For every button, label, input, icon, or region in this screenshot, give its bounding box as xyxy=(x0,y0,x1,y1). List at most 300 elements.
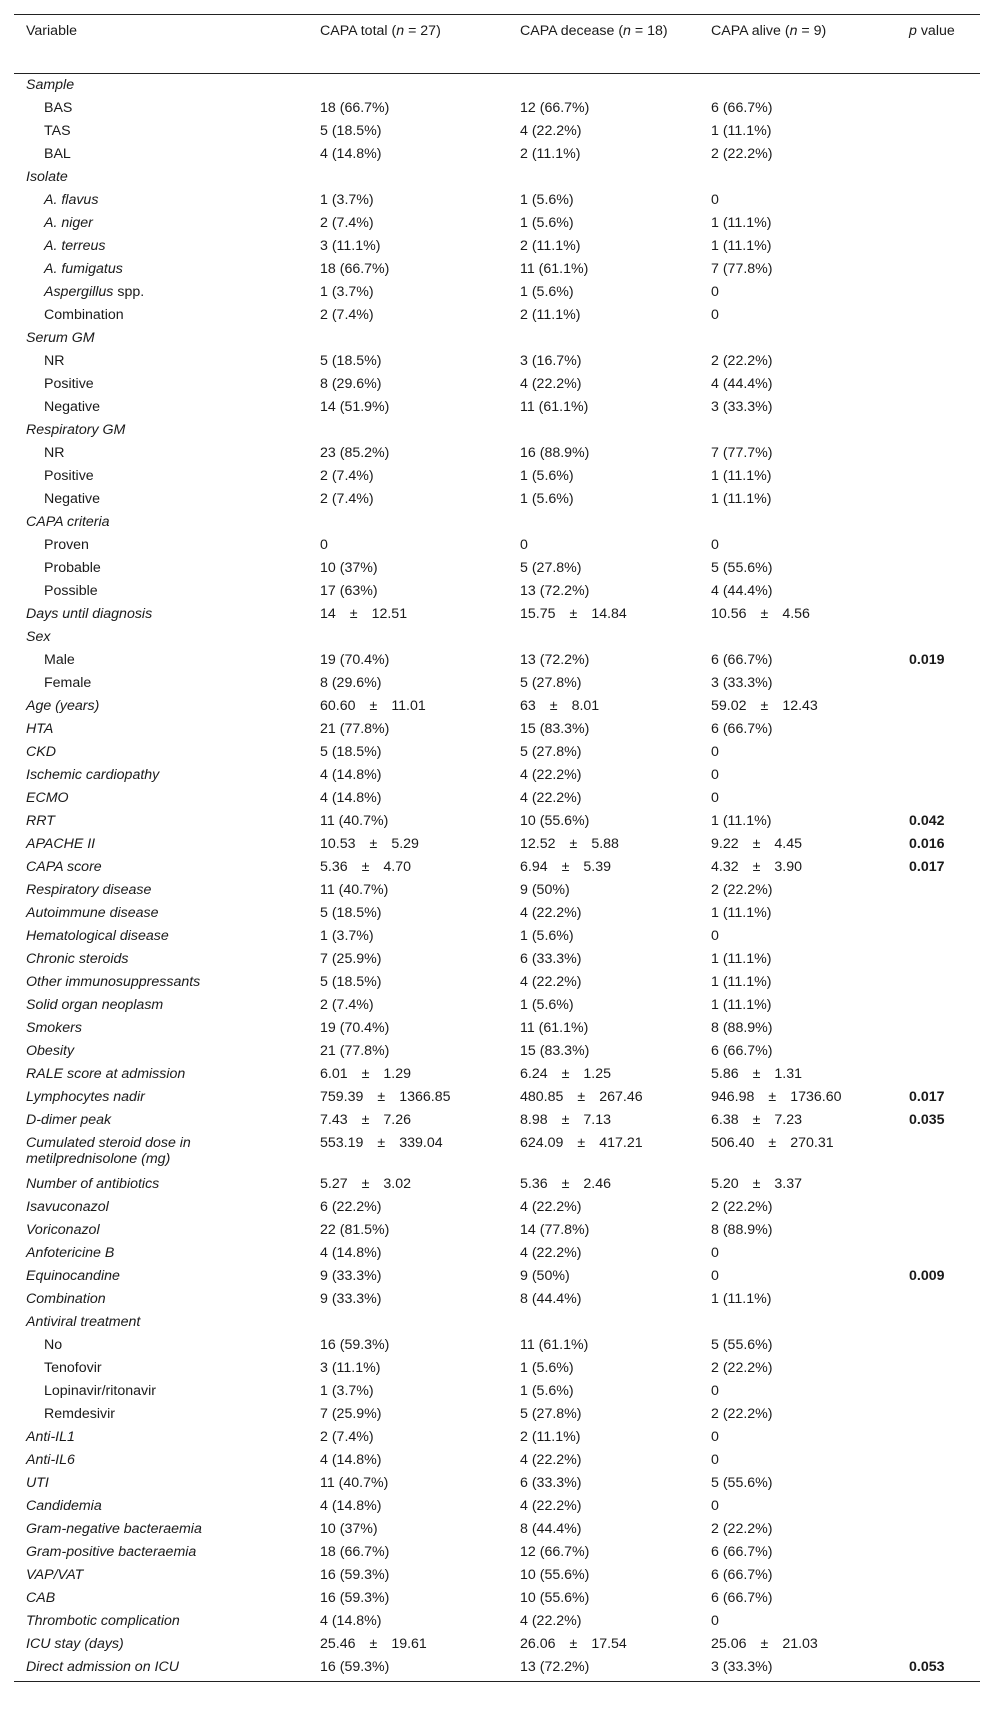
row-label: Direct admission on ICU xyxy=(14,1656,308,1681)
row-label: UTI xyxy=(26,1474,49,1491)
row-label: CAPA criteria xyxy=(26,513,110,530)
row-label: Combination xyxy=(26,1290,106,1307)
table-row xyxy=(14,74,980,98)
table-row xyxy=(14,626,980,649)
cell-decease: 10 (55.6%) xyxy=(520,1589,590,1606)
cell-alive: 7 (77.7%) xyxy=(711,444,773,461)
cell-pvalue xyxy=(899,1587,980,1610)
cell-decease: 1 (5.6%) xyxy=(520,467,574,484)
cell-alive: 0 xyxy=(711,283,719,300)
header-alive: CAPA alive (n = 9) xyxy=(699,15,899,74)
cell-alive: 6 (66.7%) xyxy=(711,1543,773,1560)
table-row xyxy=(14,603,980,626)
cell-pvalue xyxy=(899,1334,980,1357)
cell-alive: 1 (11.1%) xyxy=(711,237,772,254)
cell-total: 10 (37%) xyxy=(320,559,378,576)
table-row xyxy=(14,971,980,994)
cell-total: 5.36 ± 4.70 xyxy=(320,858,412,875)
row-label: ECMO xyxy=(26,789,69,806)
cell-total xyxy=(308,166,508,189)
cell-pvalue xyxy=(899,511,980,534)
cell-decease: 11 (61.1%) xyxy=(520,398,589,415)
row-label: Thrombotic complication xyxy=(26,1612,180,1629)
cell-pvalue xyxy=(899,304,980,327)
cell-decease: 1 (5.6%) xyxy=(520,927,574,944)
cell-total: 18 (66.7%) xyxy=(320,1543,390,1560)
cell-decease: 4 (22.2%) xyxy=(520,789,582,806)
cell-alive: 1 (11.1%) xyxy=(711,950,772,967)
row-label: VAP/VAT xyxy=(26,1566,84,1583)
cell-decease: 1 (5.6%) xyxy=(520,214,574,231)
table-row xyxy=(14,1541,980,1564)
table-row xyxy=(14,1173,980,1196)
cell-pvalue: 0.035 xyxy=(909,1111,945,1128)
cell-alive: 3 (33.3%) xyxy=(711,674,773,691)
cell-decease: 9 (50%) xyxy=(520,1267,570,1284)
cell-pvalue xyxy=(899,1403,980,1426)
row-label: Hematological disease xyxy=(26,927,169,944)
cell-pvalue xyxy=(899,396,980,419)
table-row xyxy=(14,925,980,948)
table-row xyxy=(14,1311,980,1334)
cell-pvalue: 0.042 xyxy=(909,812,945,829)
cell-alive: 0 xyxy=(711,1497,719,1514)
cell-alive: 0 xyxy=(711,1244,719,1261)
cell-decease: 10 (55.6%) xyxy=(520,812,590,829)
table-row xyxy=(14,741,980,764)
cell-alive: 0 xyxy=(711,766,719,783)
cell-decease: 5.36 ± 2.46 xyxy=(520,1175,612,1192)
cell-decease: 1 (5.6%) xyxy=(520,1359,574,1376)
row-label: Solid organ neoplasm xyxy=(26,996,164,1013)
cell-total: 11 (40.7%) xyxy=(320,812,389,829)
table-row xyxy=(14,557,980,580)
cell-total xyxy=(308,74,508,98)
cell-alive: 0 xyxy=(711,927,719,944)
cell-pvalue xyxy=(899,373,980,396)
cell-total: 4 (14.8%) xyxy=(320,1244,382,1261)
cell-alive: 0 xyxy=(711,743,719,760)
cell-total: 2 (7.4%) xyxy=(320,996,374,1013)
table-row xyxy=(14,1610,980,1633)
table-row xyxy=(14,1086,980,1109)
capa-table xyxy=(14,14,980,1682)
cell-alive: 4 (44.4%) xyxy=(711,582,773,599)
cell-total: 2 (7.4%) xyxy=(320,490,374,507)
cell-alive: 2 (22.2%) xyxy=(711,352,773,369)
cell-decease: 480.85 ± 267.46 xyxy=(520,1088,643,1105)
cell-decease: 2 (11.1%) xyxy=(520,306,581,323)
cell-pvalue xyxy=(899,465,980,488)
cell-alive: 2 (22.2%) xyxy=(711,1405,773,1422)
cell-pvalue xyxy=(899,488,980,511)
cell-alive: 946.98 ± 1736.60 xyxy=(711,1088,842,1105)
cell-decease: 26.06 ± 17.54 xyxy=(520,1635,627,1652)
cell-pvalue xyxy=(899,1219,980,1242)
cell-alive: 9.22 ± 4.45 xyxy=(711,835,803,852)
cell-pvalue xyxy=(899,672,980,695)
cell-pvalue xyxy=(899,1518,980,1541)
row-label: A. niger xyxy=(44,214,93,231)
cell-total: 3 (11.1%) xyxy=(320,1359,381,1376)
table-row xyxy=(14,902,980,925)
table-row xyxy=(14,1403,980,1426)
row-label: Age (years) xyxy=(26,697,100,714)
cell-total xyxy=(308,626,508,649)
cell-total: 16 (59.3%) xyxy=(320,1566,390,1583)
cell-pvalue xyxy=(899,1288,980,1311)
row-label: APACHE II xyxy=(26,835,96,852)
table-row xyxy=(14,143,980,166)
cell-total: 6 (22.2%) xyxy=(320,1198,382,1215)
cell-decease: 16 (88.9%) xyxy=(520,444,590,461)
cell-pvalue xyxy=(899,442,980,465)
row-label: A. flavus xyxy=(44,191,99,208)
cell-alive: 6 (66.7%) xyxy=(711,1042,773,1059)
cell-pvalue xyxy=(899,787,980,810)
row-label: Smokers xyxy=(26,1019,82,1036)
cell-total: 5 (18.5%) xyxy=(320,352,382,369)
row-label: Other immunosuppressants xyxy=(26,973,201,990)
cell-total: 10 (37%) xyxy=(320,1520,378,1537)
cell-alive: 6 (66.7%) xyxy=(711,1566,773,1583)
row-label: Possible xyxy=(44,582,98,599)
table-row xyxy=(14,1132,980,1173)
cell-alive: 1 (11.1%) xyxy=(711,973,772,990)
cell-alive: 1 (11.1%) xyxy=(711,904,772,921)
row-label: Gram-positive bacteraemia xyxy=(26,1543,197,1560)
row-label: RALE score at admission xyxy=(26,1065,186,1082)
cell-alive xyxy=(699,1311,899,1334)
cell-total: 8 (29.6%) xyxy=(320,375,382,392)
row-label: CAB xyxy=(26,1589,56,1606)
cell-pvalue xyxy=(899,626,980,649)
header-total: CAPA total (n = 27) xyxy=(308,15,508,74)
cell-alive: 8 (88.9%) xyxy=(711,1019,773,1036)
row-label: A. terreus xyxy=(44,237,106,254)
table-row xyxy=(14,672,980,695)
table-row xyxy=(14,948,980,971)
cell-total: 16 (59.3%) xyxy=(308,1656,508,1681)
cell-decease: 13 (72.2%) xyxy=(508,1656,699,1681)
cell-pvalue xyxy=(899,1196,980,1219)
table-header xyxy=(14,15,980,74)
cell-alive: 2 (22.2%) xyxy=(711,1359,773,1376)
table-row xyxy=(14,465,980,488)
cell-pvalue xyxy=(899,419,980,442)
table-row xyxy=(14,350,980,373)
cell-total: 2 (7.4%) xyxy=(320,214,374,231)
cell-pvalue xyxy=(899,189,980,212)
cell-total: 3 (11.1%) xyxy=(320,237,381,254)
cell-pvalue: 0.019 xyxy=(909,651,945,668)
row-label: CKD xyxy=(26,743,56,760)
row-label: TAS xyxy=(44,122,71,139)
table-row xyxy=(14,534,980,557)
cell-alive: 0 xyxy=(711,1267,719,1284)
cell-total: 5 (18.5%) xyxy=(320,904,382,921)
cell-pvalue xyxy=(899,1242,980,1265)
cell-alive: 6 (66.7%) xyxy=(711,651,773,668)
cell-alive: 6 (66.7%) xyxy=(711,99,773,116)
cell-decease: 6.94 ± 5.39 xyxy=(520,858,612,875)
cell-decease: 6 (33.3%) xyxy=(520,950,582,967)
cell-alive: 10.56 ± 4.56 xyxy=(711,605,810,622)
cell-alive: 25.06 ± 21.03 xyxy=(711,1635,818,1652)
cell-decease: 63 ± 8.01 xyxy=(520,697,600,714)
cell-alive: 1 (11.1%) xyxy=(711,996,772,1013)
table-body xyxy=(14,74,980,1682)
table-row xyxy=(14,1265,980,1288)
cell-total: 4 (14.8%) xyxy=(320,1612,382,1629)
table-row xyxy=(14,304,980,327)
cell-total: 19 (70.4%) xyxy=(320,651,390,668)
cell-decease: 4 (22.2%) xyxy=(520,375,582,392)
row-label: No xyxy=(44,1336,63,1353)
row-label: NR xyxy=(44,352,65,369)
cell-total: 60.60 ± 11.01 xyxy=(320,697,426,714)
cell-decease: 4 (22.2%) xyxy=(520,1612,582,1629)
cell-decease: 11 (61.1%) xyxy=(520,1019,589,1036)
cell-total: 6.01 ± 1.29 xyxy=(320,1065,412,1082)
cell-total: 19 (70.4%) xyxy=(320,1019,390,1036)
cell-pvalue xyxy=(899,741,980,764)
row-label: CAPA score xyxy=(26,858,102,875)
cell-pvalue xyxy=(899,1357,980,1380)
cell-pvalue: 0.016 xyxy=(909,835,945,852)
row-label: Lymphocytes nadir xyxy=(26,1088,145,1105)
table-row xyxy=(14,1040,980,1063)
cell-alive: 8 (88.9%) xyxy=(711,1221,773,1238)
cell-alive xyxy=(699,166,899,189)
cell-alive: 2 (22.2%) xyxy=(711,881,773,898)
row-label: D-dimer peak xyxy=(26,1111,112,1128)
row-label: RRT xyxy=(26,812,55,829)
cell-pvalue xyxy=(899,1426,980,1449)
cell-pvalue xyxy=(899,603,980,626)
cell-pvalue xyxy=(899,580,980,603)
row-label: BAS xyxy=(44,99,73,116)
table-row xyxy=(14,1334,980,1357)
cell-pvalue xyxy=(899,1311,980,1334)
cell-pvalue xyxy=(899,534,980,557)
cell-pvalue xyxy=(899,879,980,902)
cell-decease: 15 (83.3%) xyxy=(520,1042,590,1059)
cell-pvalue xyxy=(899,258,980,281)
cell-alive: 2 (22.2%) xyxy=(711,1520,773,1537)
row-label: Voriconazol xyxy=(26,1221,100,1238)
table-row xyxy=(14,396,980,419)
table-row xyxy=(14,442,980,465)
cell-total: 21 (77.8%) xyxy=(320,720,390,737)
cell-total: 7 (25.9%) xyxy=(320,1405,382,1422)
cell-decease: 5 (27.8%) xyxy=(520,1405,582,1422)
cell-alive xyxy=(699,419,899,442)
cell-total: 4 (14.8%) xyxy=(320,145,382,162)
table-row xyxy=(14,166,980,189)
row-label: Combination xyxy=(44,306,124,323)
cell-total: 9 (33.3%) xyxy=(320,1267,382,1284)
cell-pvalue xyxy=(899,1380,980,1403)
cell-decease: 4 (22.2%) xyxy=(520,904,582,921)
table-row xyxy=(14,1633,980,1656)
table-row xyxy=(14,120,980,143)
row-label: Negative xyxy=(44,490,100,507)
cell-alive: 2 (22.2%) xyxy=(711,145,773,162)
cell-decease: 15 (83.3%) xyxy=(520,720,590,737)
table-row xyxy=(14,1518,980,1541)
cell-alive: 4 (44.4%) xyxy=(711,375,773,392)
table-row xyxy=(14,994,980,1017)
cell-decease xyxy=(508,74,699,98)
cell-total: 16 (59.3%) xyxy=(320,1336,390,1353)
cell-pvalue xyxy=(899,718,980,741)
row-label: Tenofovir xyxy=(44,1359,102,1376)
cell-total xyxy=(308,419,508,442)
cell-pvalue xyxy=(899,1633,980,1656)
cell-alive: 1 (11.1%) xyxy=(711,1290,772,1307)
row-label: Candidemia xyxy=(26,1497,102,1514)
cell-pvalue xyxy=(899,1173,980,1196)
table-row xyxy=(14,649,980,672)
cell-alive: 506.40 ± 270.31 xyxy=(711,1134,834,1151)
cell-alive xyxy=(699,74,899,98)
cell-decease: 13 (72.2%) xyxy=(520,651,590,668)
row-label: Sample xyxy=(26,76,75,93)
cell-pvalue xyxy=(899,97,980,120)
cell-decease: 8 (44.4%) xyxy=(520,1290,582,1307)
row-label: Antiviral treatment xyxy=(26,1313,141,1330)
table-container xyxy=(14,14,980,1682)
cell-decease: 3 (16.7%) xyxy=(520,352,582,369)
row-label: Female xyxy=(44,674,92,691)
table-row xyxy=(14,1587,980,1610)
cell-total: 1 (3.7%) xyxy=(320,927,374,944)
cell-total: 9 (33.3%) xyxy=(320,1290,382,1307)
cell-total: 2 (7.4%) xyxy=(320,306,374,323)
cell-total: 0 xyxy=(320,536,328,553)
cell-decease: 2 (11.1%) xyxy=(520,145,581,162)
cell-alive: 5.86 ± 1.31 xyxy=(711,1065,803,1082)
cell-alive: 3 (33.3%) xyxy=(711,398,773,415)
row-label: Chronic steroids xyxy=(26,950,129,967)
cell-alive: 3 (33.3%) xyxy=(699,1656,899,1681)
row-label: Number of antibiotics xyxy=(26,1175,160,1192)
cell-total xyxy=(308,1311,508,1334)
cell-pvalue xyxy=(899,971,980,994)
cell-alive: 0 xyxy=(711,789,719,806)
cell-decease: 1 (5.6%) xyxy=(520,191,574,208)
cell-total: 11 (40.7%) xyxy=(320,1474,389,1491)
row-label: Isolate xyxy=(26,168,68,185)
cell-pvalue: 0.053 xyxy=(899,1656,980,1681)
row-label: BAL xyxy=(44,145,71,162)
cell-total: 25.46 ± 19.61 xyxy=(320,1635,427,1652)
cell-alive: 2 (22.2%) xyxy=(711,1198,773,1215)
table-row xyxy=(14,189,980,212)
cell-decease: 14 (77.8%) xyxy=(520,1221,590,1238)
row-label: Negative xyxy=(44,398,100,415)
row-label: Equinocandine xyxy=(26,1267,120,1284)
cell-total: 5 (18.5%) xyxy=(320,973,382,990)
cell-total: 5 (18.5%) xyxy=(320,743,382,760)
cell-total: 7.43 ± 7.26 xyxy=(320,1111,412,1128)
table-row xyxy=(14,1109,980,1132)
cell-total: 22 (81.5%) xyxy=(320,1221,390,1238)
row-label: Isavuconazol xyxy=(26,1198,109,1215)
cell-alive: 0 xyxy=(711,1612,719,1629)
cell-alive: 7 (77.8%) xyxy=(711,260,773,277)
cell-total: 4 (14.8%) xyxy=(320,1497,382,1514)
cell-decease: 13 (72.2%) xyxy=(520,582,590,599)
table-row xyxy=(14,1472,980,1495)
cell-decease: 4 (22.2%) xyxy=(520,1497,582,1514)
cell-total xyxy=(308,327,508,350)
header-variable: Variable xyxy=(14,15,308,74)
cell-total: 18 (66.7%) xyxy=(320,260,390,277)
cell-alive: 0 xyxy=(711,1428,719,1445)
cell-pvalue: 0.017 xyxy=(909,858,945,875)
cell-pvalue xyxy=(899,557,980,580)
cell-total: 759.39 ± 1366.85 xyxy=(320,1088,451,1105)
cell-pvalue xyxy=(899,1449,980,1472)
cell-decease xyxy=(508,419,699,442)
cell-pvalue xyxy=(899,764,980,787)
cell-decease: 9 (50%) xyxy=(520,881,570,898)
cell-decease: 1 (5.6%) xyxy=(520,490,574,507)
cell-decease: 8 (44.4%) xyxy=(520,1520,582,1537)
row-label: Ischemic cardiopathy xyxy=(26,766,160,783)
cell-total: 1 (3.7%) xyxy=(320,283,374,300)
table-row xyxy=(14,419,980,442)
cell-pvalue: 0.009 xyxy=(909,1267,945,1284)
cell-pvalue xyxy=(899,1040,980,1063)
cell-pvalue xyxy=(899,143,980,166)
table-row xyxy=(14,1564,980,1587)
cell-decease: 4 (22.2%) xyxy=(520,1244,582,1261)
cell-decease: 5 (27.8%) xyxy=(520,743,582,760)
table-row xyxy=(14,488,980,511)
cell-alive: 5 (55.6%) xyxy=(711,559,773,576)
row-label: Respiratory GM xyxy=(26,421,126,438)
row-label: Autoimmune disease xyxy=(26,904,159,921)
row-label: Aspergillus spp. xyxy=(44,283,145,300)
cell-alive: 6 (66.7%) xyxy=(711,720,773,737)
table-row xyxy=(14,1196,980,1219)
cell-total: 21 (77.8%) xyxy=(320,1042,390,1059)
row-label: Gram-negative bacteraemia xyxy=(26,1520,202,1537)
cell-pvalue xyxy=(899,695,980,718)
cell-alive: 1 (11.1%) xyxy=(711,467,772,484)
table-row xyxy=(14,580,980,603)
row-label: Lopinavir/ritonavir xyxy=(44,1382,156,1399)
cell-pvalue xyxy=(899,281,980,304)
cell-alive: 1 (11.1%) xyxy=(711,214,772,231)
cell-alive: 1 (11.1%) xyxy=(711,122,772,139)
cell-total: 23 (85.2%) xyxy=(320,444,390,461)
cell-decease: 12.52 ± 5.88 xyxy=(520,835,619,852)
row-label: ICU stay (days) xyxy=(26,1635,124,1652)
cell-decease: 5 (27.8%) xyxy=(520,674,582,691)
table-row xyxy=(14,97,980,120)
cell-total: 17 (63%) xyxy=(320,582,378,599)
cell-pvalue xyxy=(899,948,980,971)
cell-alive: 5 (55.6%) xyxy=(711,1336,773,1353)
cell-alive: 1 (11.1%) xyxy=(711,490,772,507)
cell-decease: 2 (11.1%) xyxy=(520,237,581,254)
cell-alive: 6 (66.7%) xyxy=(711,1589,773,1606)
cell-total: 14 ± 12.51 xyxy=(320,605,408,622)
